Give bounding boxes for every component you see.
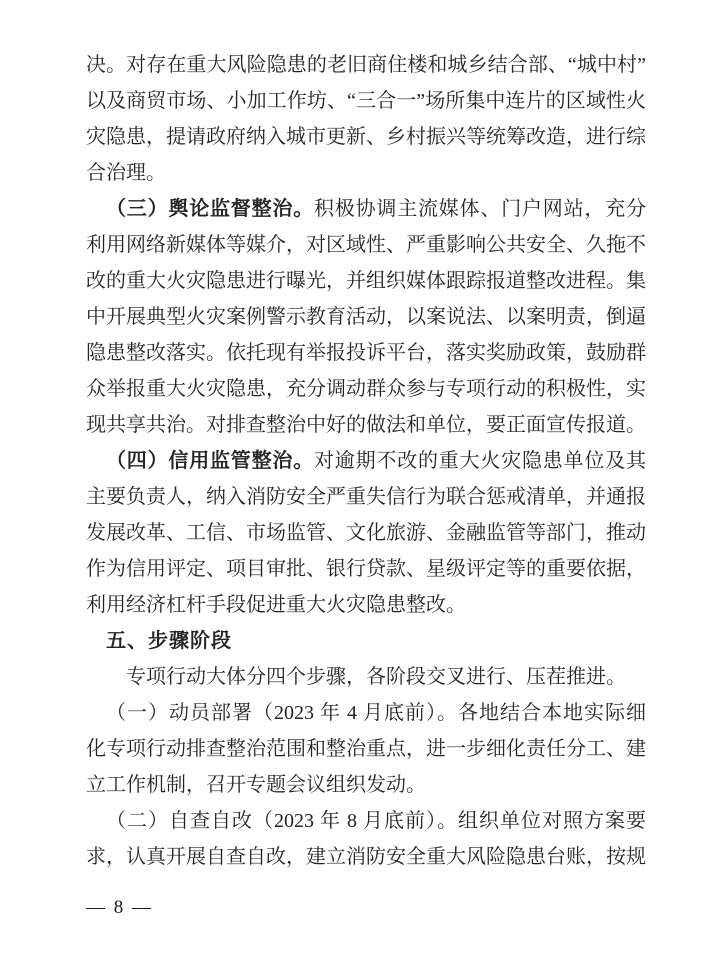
body-line	[86, 587, 646, 623]
paragraph-lead: （四）信用监管整治。	[106, 450, 314, 472]
body-text: 积极协调主流媒体、门户网站，充分	[314, 198, 646, 220]
body-text: 利用网络新媒体等媒介，对区域性、严重影响公共安全、久拖不	[86, 234, 646, 256]
body-text: 各地结合本地实际细	[458, 702, 646, 724]
body-line	[86, 767, 646, 803]
body-line	[86, 659, 646, 695]
body-line	[86, 83, 646, 119]
body-text: 改的重大火灾隐患进行曝光，并组织媒体跟踪报道整改进程。集	[86, 270, 646, 292]
body-text: 发展改革、工信、市场监管、文化旅游、金融监管等部门，推动	[86, 522, 646, 544]
paragraph-lead: （二）自查自改（2023 年 8 月底前）。	[106, 810, 458, 832]
body-line	[86, 479, 646, 515]
body-line	[86, 515, 646, 551]
body-line	[86, 155, 646, 191]
body-text: 灾隐患，提请政府纳入城市更新、乡村振兴等统筹改造，进行综	[86, 126, 646, 148]
body-text: 以及商贸市场、小加工作坊、“三合一”场所集中连片的区域性火	[86, 90, 646, 112]
body-line	[86, 335, 646, 371]
body-text: 主要负责人，纳入消防安全严重失信行为联合惩戒清单，并通报	[86, 486, 646, 508]
section-heading-text: 五、步骤阶段	[106, 630, 232, 652]
body-line	[86, 47, 646, 83]
body-line	[86, 119, 646, 155]
body-text: 专项行动大体分四个步骤，各阶段交叉进行、压茬推进。	[126, 666, 626, 688]
body-text: 合治理。	[86, 162, 166, 184]
body-text: 组织单位对照方案要	[458, 810, 646, 832]
body-text: 立工作机制，召开专题会议组织发动。	[86, 774, 426, 796]
body-text: 化专项行动排查整治范围和整治重点，进一步细化责任分工、建	[86, 738, 646, 760]
body-line	[86, 371, 646, 407]
paragraph-lead-line	[86, 443, 646, 479]
body-line	[86, 263, 646, 299]
section-heading	[86, 623, 646, 659]
page-number: — 8 —	[86, 897, 153, 918]
paragraph-lead: （一）动员部署（2023 年 4 月底前）。	[106, 702, 458, 724]
body-text: 作为信用评定、项目审批、银行贷款、星级评定等的重要依据，	[86, 558, 646, 580]
paragraph-lead-line	[86, 803, 646, 839]
body-text: 众举报重大火灾隐患，充分调动群众参与专项行动的积极性，实	[86, 378, 646, 400]
body-text: 求，认真开展自查自改，建立消防安全重大风险隐患台账，按规	[86, 846, 646, 868]
body-text: 现共享共治。对排查整治中好的做法和单位，要正面宣传报道。	[86, 414, 646, 436]
body-text: 决。对存在重大风险隐患的老旧商住楼和城乡结合部、“城中村”	[86, 54, 646, 76]
body-line	[86, 551, 646, 587]
body-line	[86, 299, 646, 335]
body-line	[86, 731, 646, 767]
body-text: 隐患整改落实。依托现有举报投诉平台，落实奖励政策，鼓励群	[86, 342, 646, 364]
paragraph-lead-line	[86, 695, 646, 731]
paragraph-lead-line	[86, 191, 646, 227]
body-text: 对逾期不改的重大火灾隐患单位及其	[314, 450, 646, 472]
body-line	[86, 839, 646, 875]
text-block	[86, 47, 646, 875]
body-line	[86, 227, 646, 263]
body-text: 中开展典型火灾案例警示教育活动，以案说法、以案明责，倒逼	[86, 306, 646, 328]
paragraph-lead: （三）舆论监督整治。	[106, 198, 314, 220]
body-line	[86, 407, 646, 443]
body-text: 利用经济杠杆手段促进重大火灾隐患整改。	[86, 594, 466, 616]
